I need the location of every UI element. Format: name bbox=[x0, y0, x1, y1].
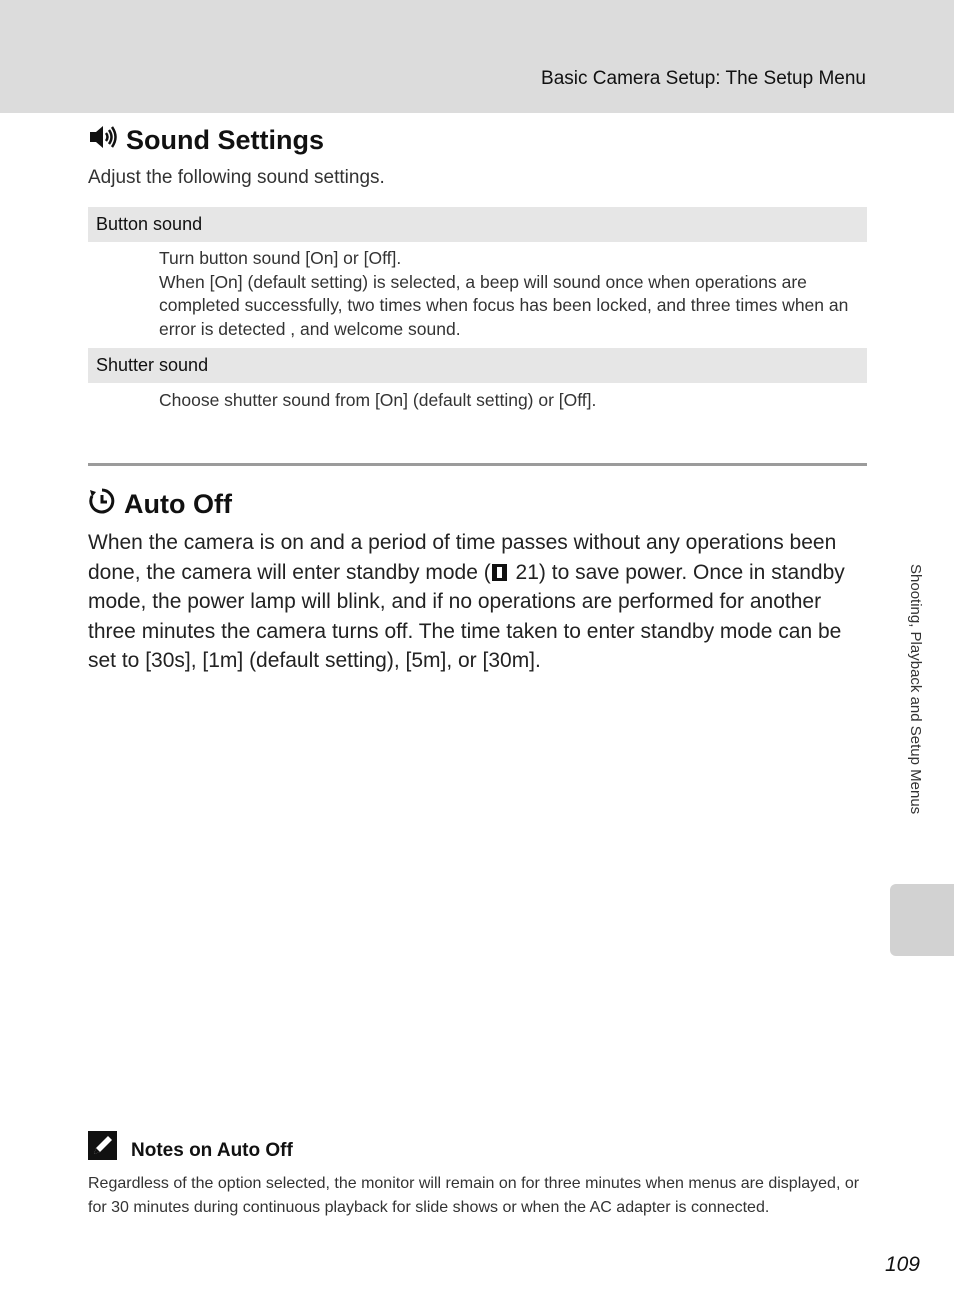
header-title: Basic Camera Setup: The Setup Menu bbox=[541, 68, 866, 89]
section-divider bbox=[88, 463, 867, 466]
side-tab-marker bbox=[890, 884, 954, 956]
auto-off-body bbox=[88, 528, 868, 676]
note-title: Notes on Auto Off bbox=[131, 1140, 293, 1161]
shutter-sound-line-1: Choose shutter sound from [On] (default setting) or [Off]. bbox=[159, 390, 597, 410]
button-sound-description bbox=[159, 247, 859, 341]
sound-settings-intro: Adjust the following sound settings. bbox=[88, 167, 385, 188]
shutter-sound-description bbox=[159, 389, 859, 413]
side-tab-label: Shooting, Playback and Setup Menus bbox=[907, 564, 924, 815]
note-header bbox=[88, 1128, 293, 1162]
note-pencil-icon bbox=[88, 1131, 117, 1160]
sound-settings-title: Sound Settings bbox=[126, 125, 324, 155]
sound-settings-heading bbox=[88, 124, 324, 157]
auto-off-timer-icon bbox=[88, 487, 116, 522]
page-reference-icon bbox=[492, 564, 507, 581]
button-sound-row-header: Button sound bbox=[88, 207, 867, 242]
note-text: Regardless of the option selected, the monitor will remain on for three minutes when menus are displayed, or for 30 minutes during continuous playback for slide shows or when the AC adapter is connected. bbox=[88, 1175, 860, 1216]
auto-off-heading bbox=[88, 487, 232, 522]
speaker-sound-icon bbox=[88, 124, 118, 157]
auto-off-body-part-2: 21) to save power. Once in standby mode, the power lamp will blink, and if no operations are performed for another three minutes the camera turns off. The time taken to enter standby mode can be set to [30s], [1m] (default setting), [5m], or [30m]. bbox=[88, 560, 845, 672]
page-number: 109 bbox=[884, 1253, 920, 1276]
auto-off-body-part-1: When the camera is on and a period of time passes without any operations been done, the camera will enter standby mode ( bbox=[88, 531, 837, 584]
auto-off-title: Auto Off bbox=[124, 489, 232, 519]
button-sound-line-1: Turn button sound [On] or [Off]. bbox=[159, 248, 402, 268]
shutter-sound-row-header: Shutter sound bbox=[88, 348, 867, 383]
button-sound-line-2: When [On] (default setting) is selected, a beep will sound once when operations are completed successfully, two times when focus has been locked, and three times when an error is detected , and welcome sound. bbox=[159, 271, 849, 339]
page-header bbox=[0, 0, 954, 113]
